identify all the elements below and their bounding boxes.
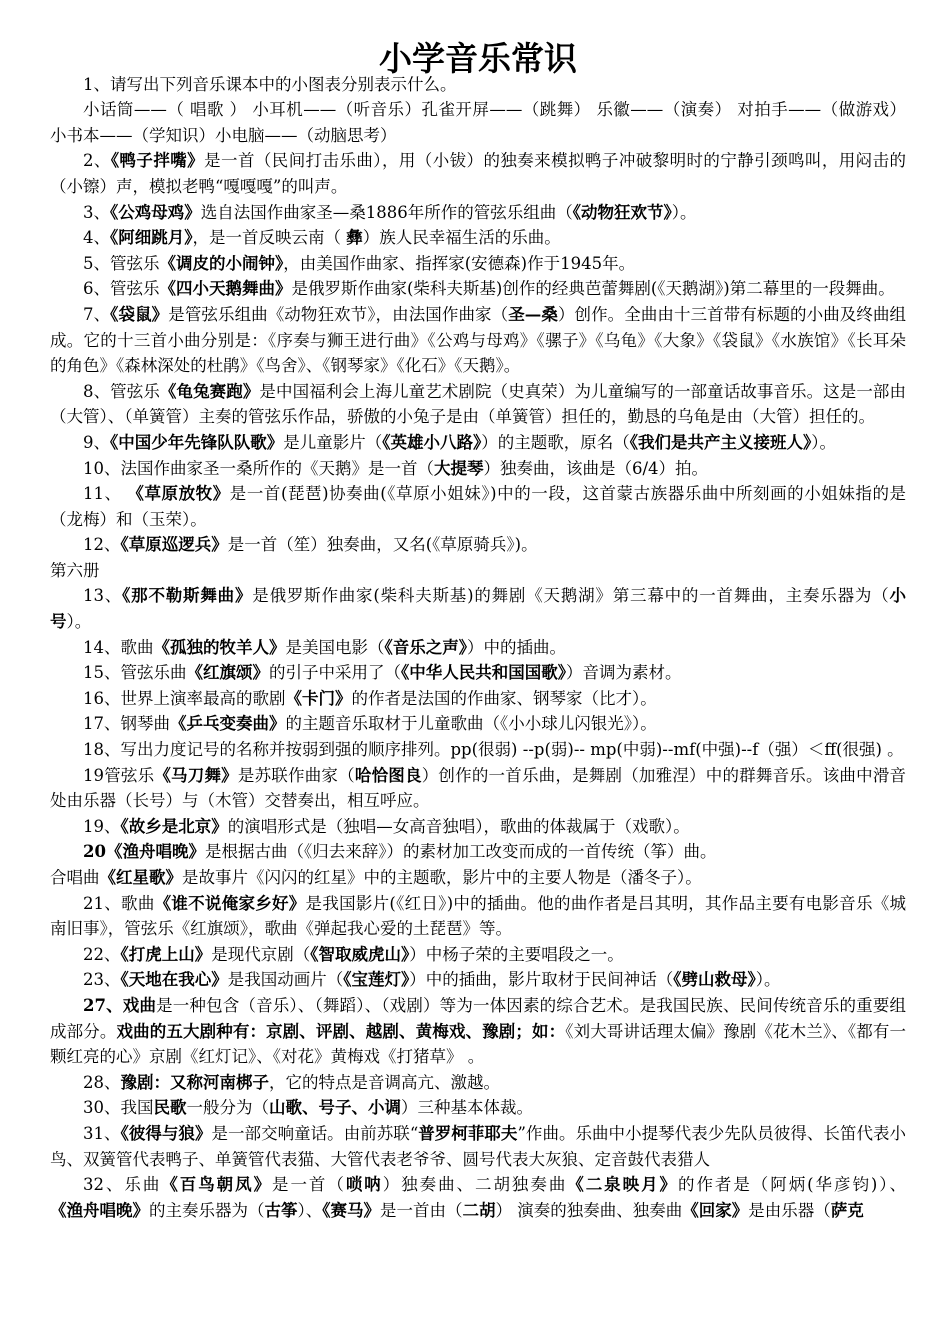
- bold-text: 《调皮的小闹钟》: [159, 253, 284, 273]
- document-title: 小学音乐常识: [379, 39, 577, 78]
- text-run: 10、法国作曲家圣一桑所作的《天鹅》是一首（: [83, 458, 434, 478]
- text-run: 是管弦乐组曲《动物狂欢节》，由法国作曲家（: [168, 304, 509, 324]
- text-run: ）。: [755, 970, 781, 990]
- text-run: ）的主题歌，原名（: [481, 432, 630, 452]
- text-run: ）创作。全曲由十三首带有标题的小曲及终曲组成。它的十三首小曲分别是：《序奏与狮王进行曲》《公鸡与母鸡》《骡子》《乌龟》《大象》《袋鼠》《水族馆》《长耳朵的角色》《森林深处的杜鹃》《鸟舍》、《钢琴家》《化石》《天鹅》。: [50, 304, 907, 376]
- bold-text: 《打虎上山》: [120, 944, 212, 964]
- bold-text: 《公鸡母鸡》: [110, 202, 201, 222]
- document-body: [50, 72, 906, 1224]
- text-run: ）。: [66, 612, 92, 632]
- text-run: ）独奏曲，该曲是（6/4）拍。: [483, 458, 709, 478]
- bold-text: 哈恰图良: [354, 765, 422, 785]
- text-run: ）。: [671, 202, 697, 222]
- text-run: 8、管弦乐: [83, 381, 160, 401]
- text-run: 是我国影片(《红日》)中的插曲。他的曲作者是吕其明，其作品主要有电影音乐《城南旧事》，管弦乐《红旗颂》，歌曲《弹起我心爱的土琵琶》等。: [50, 893, 907, 939]
- bold-text: 《智取威虎山》: [310, 944, 410, 964]
- text-run: 7、: [83, 304, 111, 324]
- paragraph: [50, 276, 906, 302]
- text-run: 是苏联作曲家（: [237, 765, 355, 785]
- paragraph: [50, 148, 906, 199]
- paragraph: [50, 686, 906, 712]
- text-run: ”作曲。乐曲中小提琴代表少先队员彼得、长笛代表小鸟、双簧管代表鸭子、单簧管代表猫、大管代表老爷爷、圆号代表大灰狼、定音鼓代表猎人: [50, 1123, 907, 1169]
- paragraph: [50, 251, 906, 277]
- text-run: 是由乐器（: [748, 1200, 831, 1220]
- paragraph: [50, 558, 906, 584]
- text-run: ）族人民幸福生活的乐曲。: [362, 228, 561, 248]
- bold-text: 《天地在我心》: [120, 970, 228, 990]
- bold-text: 《英雄小八路》: [382, 432, 482, 452]
- text-run: 23、: [83, 970, 121, 990]
- text-run: 的主奏乐器为（: [149, 1200, 265, 1220]
- paragraph: [50, 967, 906, 993]
- paragraph: [50, 532, 906, 558]
- text-run: 合唱曲: [50, 868, 100, 887]
- text-run: 第六册: [50, 560, 100, 580]
- text-run: ，它的特点是音调高亢、激越。: [269, 1072, 500, 1092]
- paragraph: [50, 430, 906, 456]
- bold-text: 《渔舟唱晚》: [105, 842, 205, 862]
- paragraph: [50, 583, 906, 634]
- text-run: 3、: [83, 202, 110, 222]
- bold-text: 《音乐之声》: [384, 637, 467, 657]
- paragraph: [50, 302, 906, 379]
- text-run: ，是一首反映云南（: [192, 228, 347, 248]
- bold-text: 萨克: [830, 1200, 864, 1220]
- text-run: 是中国福利会上海儿童艺术剧院（史真荣）为儿童编写的一部童话故事音乐。这是一部由（大管）、（单簧管）主奏的管弦乐作品，骄傲的小兔子是由（单簧管）担任的，勤恳的乌龟是由（大管）担任的。: [50, 381, 907, 427]
- paragraph: [50, 814, 906, 840]
- text-run: ）创作的一首乐曲，是舞剧（加雅涅）中的群舞音乐。该曲中滑音处由乐器（长号）与（木管）交替奏出，相互呼应。: [50, 765, 907, 811]
- paragraph: [50, 865, 906, 891]
- bold-text: 《那不勒斯舞曲》: [122, 586, 253, 606]
- bold-text: 《马刀舞》: [154, 765, 238, 785]
- bold-text: 《中国少年先锋队队歌》: [110, 432, 284, 452]
- paragraph: [50, 1070, 906, 1096]
- text-run: ）。: [811, 432, 836, 452]
- paragraph: [50, 942, 906, 968]
- text-run: 的作者是（阿炳(华彦钧)）、: [678, 1175, 907, 1195]
- text-run: 30、我国: [83, 1098, 154, 1118]
- text-run: 17、钢琴曲: [83, 714, 170, 734]
- paragraph: [50, 635, 906, 661]
- paragraph: [50, 839, 906, 865]
- text-run: ）三种基本体裁。: [401, 1098, 533, 1118]
- text-run: 19管弦乐: [83, 765, 155, 785]
- bold-text: 《龟兔赛跑》: [159, 381, 260, 401]
- text-run: 1、请写出下列音乐课本中的小图表分别表示什么。: [83, 74, 457, 94]
- bold-text: 山歌、号子、小调: [269, 1098, 401, 1118]
- bold-text: 《故乡是北京》: [120, 816, 228, 836]
- text-run: 32、乐曲: [83, 1175, 162, 1195]
- bold-text: 《宝莲灯》: [343, 970, 410, 990]
- text-run: 是根据古曲（《归去来辞》）的素材加工改变而成的一首传统（筝）曲。: [204, 842, 717, 862]
- bold-text: 《袋鼠》: [110, 304, 169, 324]
- bold-text: 唢呐: [345, 1175, 383, 1195]
- bold-text: 《谁不说俺家乡好》: [154, 893, 306, 913]
- bold-text: 《鸭子拌嘴》: [110, 151, 205, 171]
- paragraph: [50, 1121, 906, 1172]
- bold-text: 《草原放牧》: [127, 484, 230, 504]
- paragraph: [50, 481, 906, 532]
- bold-text: 彝: [346, 228, 363, 248]
- text-run: 是一首（笙）独奏曲，又名(《草原骑兵》)。: [227, 535, 538, 555]
- bold-text: 《赛马》: [322, 1200, 380, 1220]
- text-run: 12、: [83, 535, 121, 555]
- text-run: ）音调为素材。: [566, 663, 682, 683]
- bold-text: 《渔舟唱晚》: [50, 1200, 149, 1220]
- bold-text: 普罗柯菲耶夫: [418, 1123, 518, 1143]
- text-run: 《刘大哥讲话理太偏》豫剧《花木兰》、《都有一颗红亮的心》京剧《红灯记》、《对花》黄梅戏《打猪草》 。: [50, 1021, 907, 1067]
- bold-text: 豫剧：又称河南梆子: [120, 1072, 269, 1092]
- text-run: 小话筒——（ 唱歌 ） 小耳机——（听音乐）孔雀开屏——（跳舞） 乐徽——（演奏） 对拍手——（做游戏） 小书本——（学知识）小电脑——（动脑思考）: [50, 100, 906, 145]
- paragraph: [50, 993, 906, 1070]
- text-run: 是一首由（: [380, 1200, 463, 1220]
- bold-text: 《孤独的牧羊人》: [153, 637, 286, 657]
- text-run: ）中杨子荣的主要唱段之一。: [409, 944, 624, 964]
- text-run: 是一种包含（音乐）、（舞蹈）、（戏剧）等为一体因素的综合艺术。是我国民族、民间传统音乐的重要组成部分。: [50, 995, 906, 1041]
- paragraph: [50, 1095, 906, 1121]
- text-run: 是俄罗斯作曲家(柴科夫斯基)创作的经典芭蕾舞剧(《天鹅湖》)第二幕里的一段舞曲。: [291, 279, 895, 299]
- bold-text: 圣—桑: [508, 304, 558, 324]
- paragraph: [50, 225, 906, 251]
- paragraph: [50, 660, 906, 686]
- bold-text: 《四小天鹅舞曲》: [159, 279, 292, 299]
- paragraph: [50, 711, 906, 737]
- bold-text: 《红旗颂》: [186, 663, 269, 683]
- text-run: 19、: [83, 816, 121, 836]
- text-run: 是我国动画片（: [227, 970, 344, 990]
- text-run: 是俄罗斯作曲家(柴科夫斯基)的舞剧《天鹅湖》第三幕中的一首舞曲，主奏乐器为（: [252, 586, 890, 606]
- text-run: 9、: [83, 432, 110, 452]
- bold-text: 大提琴: [434, 458, 484, 478]
- text-run: 11、: [83, 484, 128, 504]
- bold-text: 《劈山救母》: [673, 970, 756, 990]
- bold-text: 《动物狂欢节》: [572, 202, 672, 222]
- text-run: 31、: [83, 1123, 121, 1143]
- text-run: 的演唱形式是（独唱—女高音独唱），歌曲的体裁属于（戏歌）。: [227, 816, 690, 836]
- bold-text: 《阿细跳月》: [110, 228, 193, 248]
- text-run: 18、写出力度记号的名称并按弱到强的顺序排列。pp(很弱) --p(弱)-- mp(中弱)--mf(中强)--f（强）＜ff(很强) 。: [83, 740, 904, 760]
- bold-text: 古筝: [264, 1200, 298, 1220]
- text-run: 13、: [83, 586, 123, 606]
- text-run: 是儿童影片（: [283, 432, 383, 452]
- bold-text: 民歌: [153, 1098, 187, 1118]
- text-run: 是一首（民间打击乐曲），用（小钹）的独奏来模拟鸭子冲破黎明时的宁静引颈鸣叫，用闷击的（小镲）声，模拟老鸭“嘎嘎嘎”的叫声。: [50, 151, 907, 196]
- bold-text: 《草原巡逻兵》: [120, 535, 228, 555]
- text-run: ）独奏曲、二胡独奏曲: [382, 1175, 568, 1195]
- bold-text: 20: [83, 842, 106, 862]
- bold-text: 《中华人民共和国国歌》: [401, 663, 566, 683]
- bold-text: 戏曲的五大剧种有：京剧、评剧、越剧、黄梅戏、豫剧；如：: [116, 1021, 566, 1041]
- text-run: 4、: [83, 228, 110, 248]
- text-run: 的引子中采用了（: [269, 663, 401, 683]
- bold-text: 《回家》: [682, 1200, 749, 1220]
- text-run: 6、管弦乐: [83, 279, 160, 299]
- bold-text: 《彼得与狼》: [120, 1123, 212, 1143]
- paragraph: [50, 1172, 906, 1223]
- text-run: ）中的插曲。: [467, 637, 566, 657]
- text-run: 是一首（: [272, 1175, 346, 1195]
- text-run: 是一首(琵琶)协奏曲(《草原小姐妹》)中的一段，这首蒙古族器乐曲中所刻画的小姐妹指的是（龙梅）和（玉荣）。: [50, 484, 907, 529]
- text-run: 16、世界上演率最高的歌剧: [83, 688, 286, 708]
- bold-text: 《我们是共产主义接班人》: [629, 432, 812, 452]
- bold-text: 《红星歌》: [99, 868, 182, 887]
- text-run: 是一部交响童话。由前苏联“: [211, 1123, 419, 1143]
- text-run: 的主题音乐取材于儿童歌曲（《小小球儿闪银光》）。: [285, 714, 657, 734]
- paragraph: [50, 763, 906, 814]
- bold-text: 《百鸟朝凤》: [161, 1175, 273, 1195]
- text-run: ，由美国作曲家、指挥家(安德森)作于1945年。: [283, 253, 636, 273]
- paragraph: [50, 379, 906, 430]
- text-run: 是现代京剧（: [211, 944, 311, 964]
- paragraph: [50, 456, 906, 482]
- text-run: 选自法国作曲家圣—桑1886年所作的管弦乐组曲（: [200, 202, 573, 222]
- paragraph: [50, 97, 906, 148]
- text-run: 5、管弦乐: [83, 253, 160, 273]
- text-run: 2、: [83, 151, 111, 171]
- paragraph: [50, 200, 906, 226]
- text-run: 22、: [83, 944, 121, 964]
- text-run: 是故事片《闪闪的红星》中的主题歌，影片中的主要人物是（潘冬子）。: [182, 868, 702, 887]
- bold-text: 《乒乓变奏曲》: [170, 714, 286, 734]
- bold-text: 《二泉映月》: [567, 1175, 678, 1195]
- bold-text: 二胡: [462, 1200, 496, 1220]
- text-run: 21、歌曲: [83, 893, 155, 913]
- text-run: 15、管弦乐曲: [83, 663, 187, 683]
- paragraph: [50, 737, 906, 763]
- text-run: 28、: [83, 1072, 121, 1092]
- text-run: ）、: [297, 1200, 323, 1220]
- text-run: ）中的插曲，影片取材于民间神话（: [409, 970, 674, 990]
- bold-text: 《卡门》: [285, 688, 352, 708]
- text-run: 一般分为（: [186, 1098, 269, 1118]
- text-run: 14、歌曲: [83, 637, 154, 657]
- bold-text: 小号: [50, 586, 907, 632]
- text-run: ） 演奏的独奏曲、独奏曲: [495, 1200, 683, 1220]
- text-run: 的作者是法国的作曲家、钢琴家（比才）。: [351, 688, 657, 708]
- text-run: 是美国电影（: [285, 637, 385, 657]
- bold-text: 27、戏曲: [83, 995, 157, 1015]
- paragraph: [50, 891, 906, 942]
